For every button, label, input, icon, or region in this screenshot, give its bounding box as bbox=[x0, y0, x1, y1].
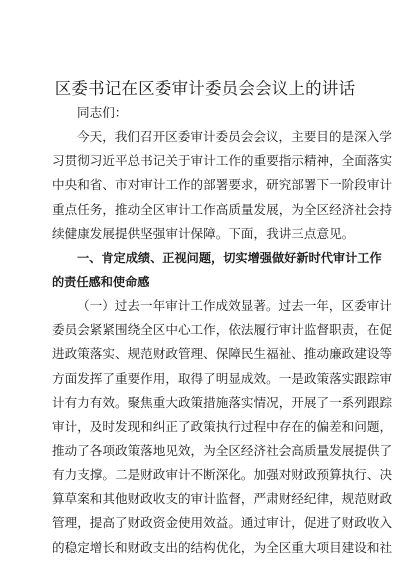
paragraph-line: 计有力有效。聚焦重大政策措施落实情况，开展了一系列跟踪 bbox=[52, 394, 393, 410]
paragraph-line: （一）过去一年审计工作成效显著。过去一年，区委审计 bbox=[77, 298, 392, 314]
paragraph-line: 管理，提高了财政资金使用效益。通过审计，促进了财政收入 bbox=[52, 515, 393, 531]
paragraph-line: 有力支撑。二是财政审计不断深化。加强对财政预算执行、决 bbox=[52, 467, 393, 483]
paragraph-line: 推动了各项政策落地见效，为全区经济社会高质量发展提供了 bbox=[52, 442, 393, 458]
section-heading-line: 的责任感和使命感 bbox=[52, 274, 150, 289]
paragraph-line: 续健康发展提供坚强审计保障。下面，我讲三点意见。 bbox=[52, 225, 355, 241]
paragraph-line: 中央和省、市对审计工作的部署要求，研究部署下一阶段审计 bbox=[52, 177, 393, 193]
paragraph-line: 习贯彻习近平总书记关于审计工作的重要指示精神，全面落实 bbox=[52, 153, 393, 169]
paragraph-line: 进政策落实、规范财政管理、保障民生福祉、推动廉政建设等 bbox=[52, 346, 393, 362]
paragraph-line: 重点任务，推动全区审计工作高质量发展，为全区经济社会持 bbox=[52, 201, 393, 217]
paragraph-line: 审计，及时发现和纠正了政策执行过程中存在的偏差和问题， bbox=[52, 418, 393, 434]
paragraph-line: 今天，我们召开区委审计委员会会议，主要目的是深入学 bbox=[77, 129, 392, 145]
section-heading-line: 一、肯定成绩、正视问题，切实增强做好新时代审计工作 bbox=[77, 250, 382, 265]
speech-title: 区委书记在区委审计委员会会议上的讲话 bbox=[54, 79, 356, 98]
paragraph-line: 算草案和其他财政收支的审计监督，严肃财经纪律，规范财政 bbox=[52, 491, 393, 507]
paragraph-line: 的稳定增长和财政支出的结构优化，为全区重大项目建设和社 bbox=[52, 539, 393, 555]
paragraph-line: 委员会紧紧围绕全区中心工作，依法履行审计监督职责，在促 bbox=[52, 322, 393, 338]
speech-body bbox=[52, 101, 393, 560]
paragraph-line: 方面发挥了重要作用，取得了明显成效。一是政策落实跟踪审 bbox=[52, 370, 393, 386]
paragraph-line: 同志们： bbox=[77, 105, 128, 120]
